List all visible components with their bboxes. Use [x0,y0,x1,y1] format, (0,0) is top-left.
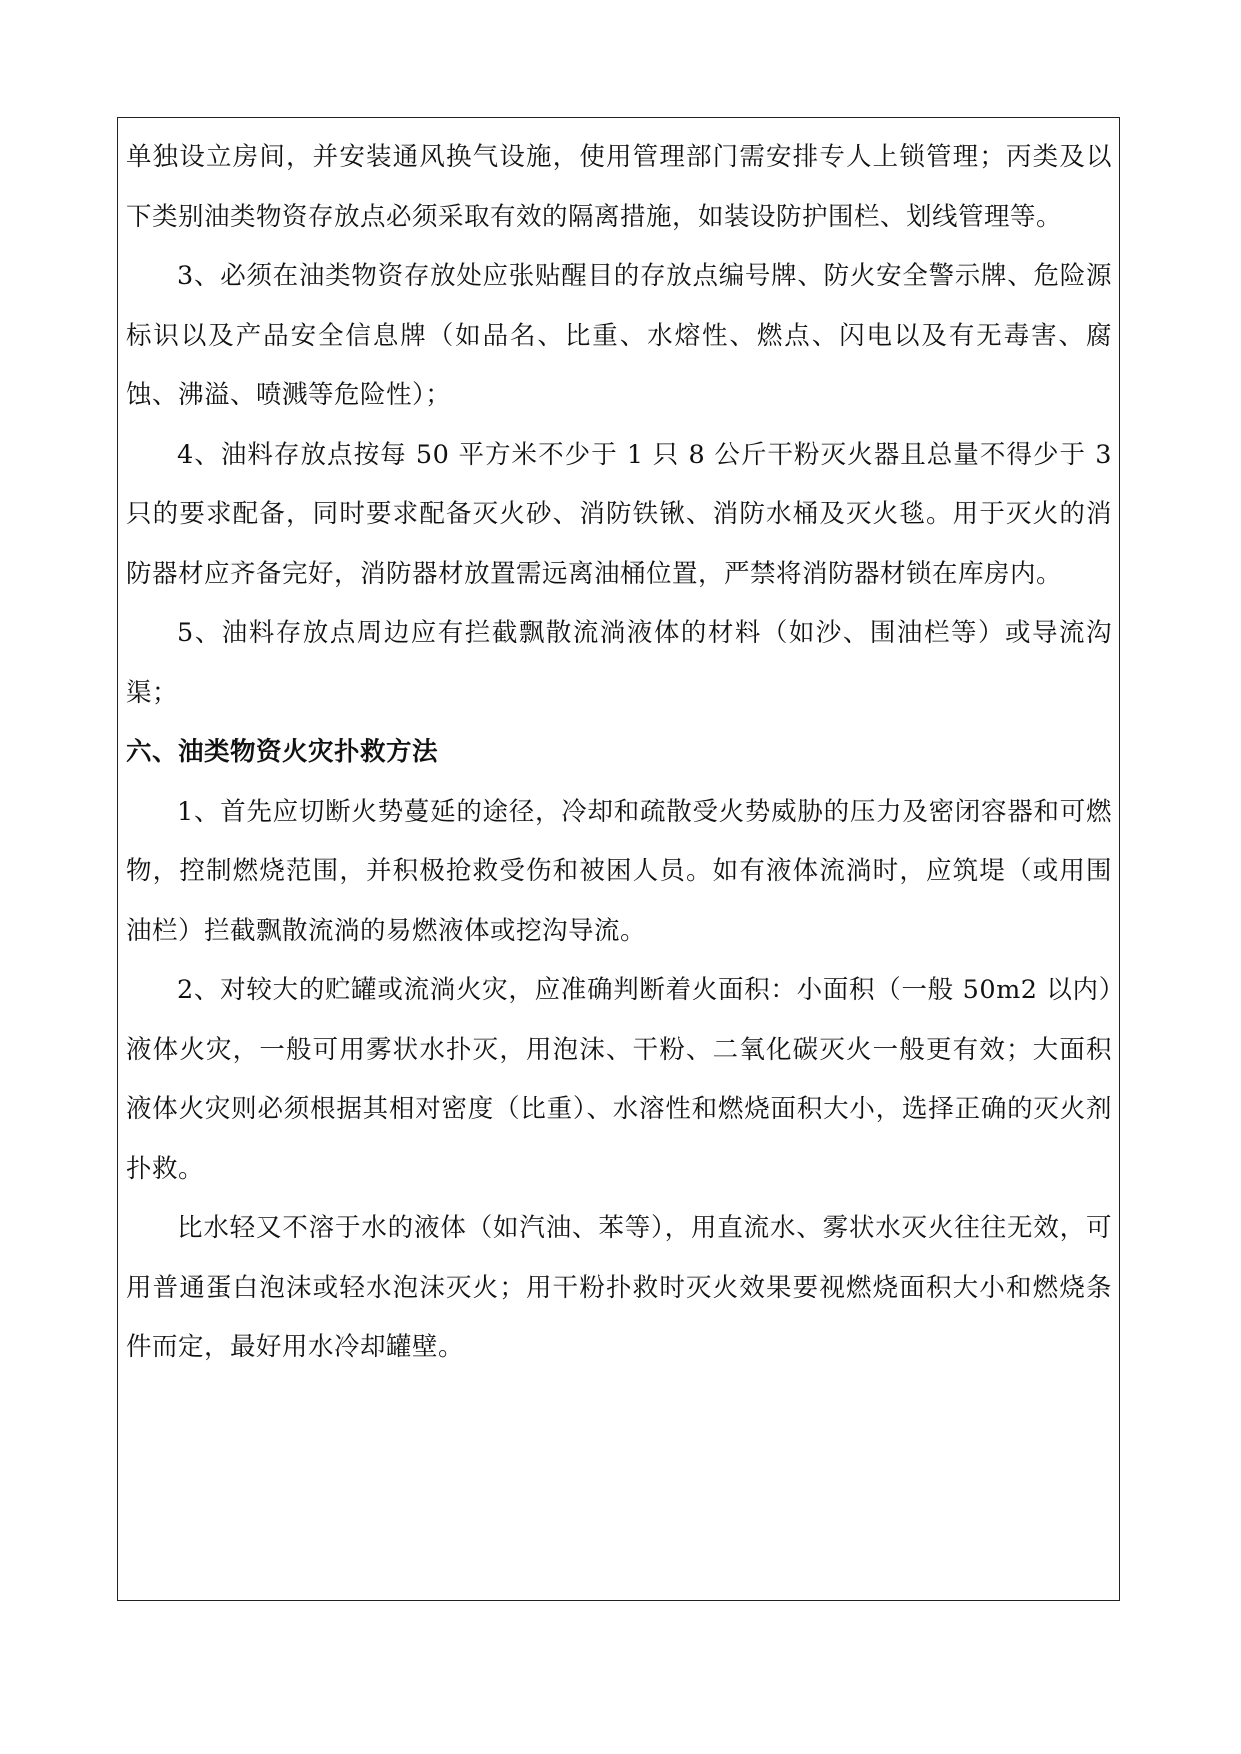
paragraph-fire-item-2: 2、对较大的贮罐或流淌火灾，应准确判断着火面积：小面积（一般 50m2 以内）液体火灾，一般可用雾状水扑灭，用泡沫、干粉、二氧化碳灭火一般更有效；大面积液体火灾则必须根据其相对密度（比重）、水溶性和燃烧面积大小，选择正确的灭火剂扑救。 [126,975,1112,1184]
document-body [126,128,1112,1378]
paragraph-item-4: 4、油料存放点按每 50 平方米不少于 1 只 8 公斤干粉灭火器且总量不得少于 3 只的要求配备，同时要求配备灭火砂、消防铁锹、消防水桶及灭火毯。用于灭火的消防器材应齐备完好，消防器材放置需远离油桶位置，严禁将消防器材锁在库房内。 [126,439,1112,589]
paragraph-item-3: 3、必须在油类物资存放处应张贴醒目的存放点编号牌、防火安全警示牌、危险源标识以及产品安全信息牌（如品名、比重、水熔性、燃点、闪电以及有无毒害、腐蚀、沸溢、喷溅等危险性）； [126,261,1112,410]
paragraph-fire-item-1: 1、首先应切断火势蔓延的途径，冷却和疏散受火势威胁的压力及密闭容器和可燃物，控制燃烧范围，并积极抢救受伤和被困人员。如有液体流淌时，应筑堤（或用围油栏）拦截飘散流淌的易燃液体或挖沟导流。 [126,796,1112,946]
paragraph-item-5: 5、油料存放点周边应有拦截飘散流淌液体的材料（如沙、围油栏等）或导流沟渠； [126,618,1112,708]
paragraph-fire-light-liquid: 比水轻又不溶于水的液体（如汽油、苯等），用直流水、雾状水灭火往往无效，可用普通蛋白泡沫或轻水泡沫灭火；用干粉扑救时灭火效果要视燃烧面积大小和燃烧条件而定，最好用水冷却罐壁。 [126,1213,1112,1362]
section-heading: 六、油类物资火灾扑救方法 [126,737,439,767]
paragraph-continued: 单独设立房间，并安装通风换气设施，使用管理部门需安排专人上锁管理；丙类及以下类别油类物资存放点必须采取有效的隔离措施，如装设防护围栏、划线管理等。 [126,142,1112,232]
